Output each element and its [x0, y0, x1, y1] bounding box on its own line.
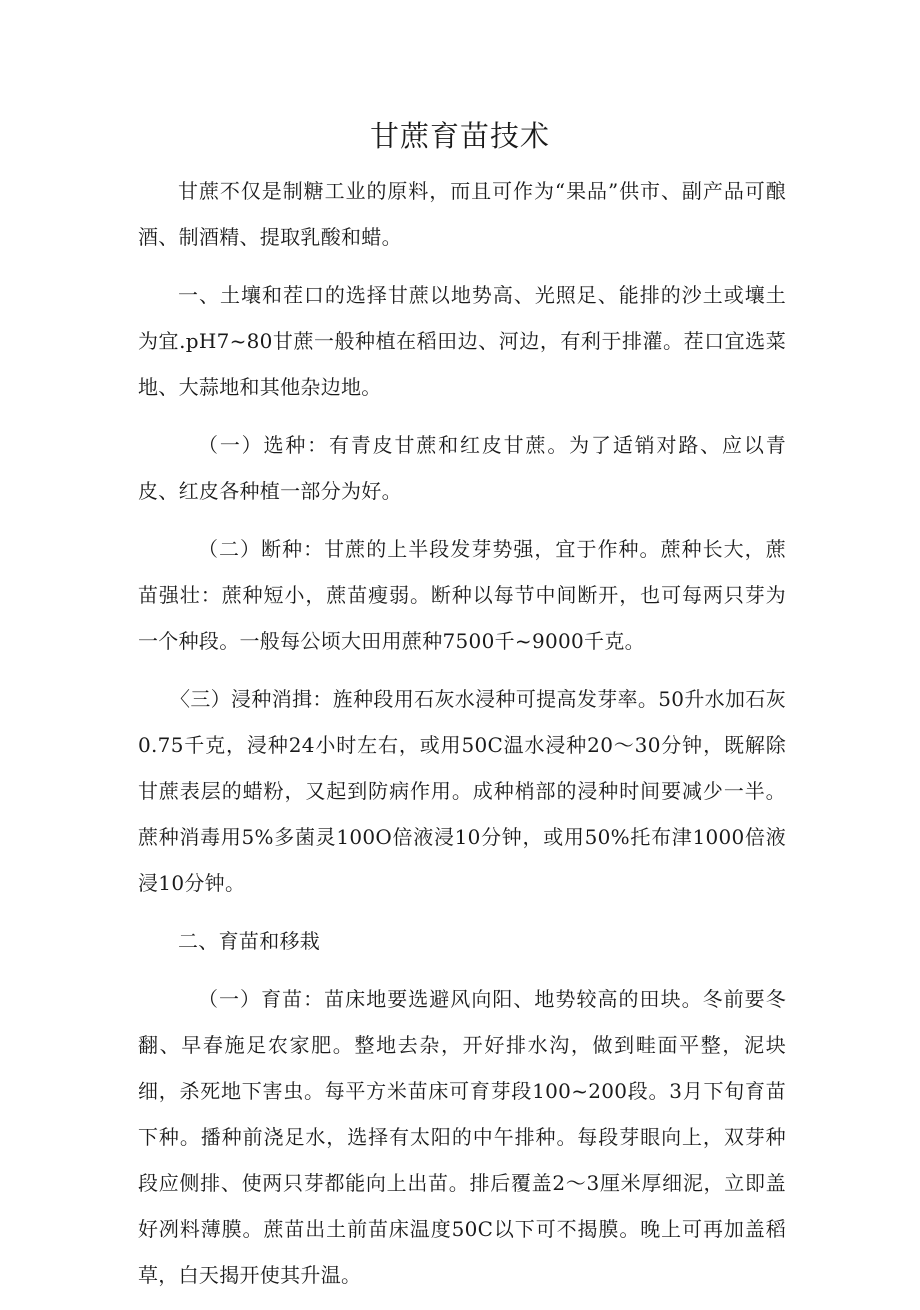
paragraph-seedling-raising: （一）育苗：苗床地要选避风向阳、地势较高的田块。冬前要冬翻、早春施足农家肥。整地去杂，开好排水沟，做到畦面平整，泥块细，杀死地下害虫。每平方米苗床可育芽段100~200段。3月下旬育苗下种。播种前浇足水，选择有太阳的中午排种。每段芽眼向上，双芽种段应侧排、使两只芽都能向上出苗。排后覆盖2～3厘米厚细泥，立即盖好冽料薄膜。蔗苗出土前苗床温度50C以下可不揭膜。晚上可再加盖稻草，白天揭开使其升温。: [138, 987, 786, 1287]
paragraph-seed-selection: （一）选种：有青皮甘蔗和红皮甘蔗。为了适销对路、应以青皮、红皮各种植一部分为好。: [138, 433, 786, 503]
section-heading-seedling: 二、育苗和移栽: [178, 929, 321, 953]
document-body: [138, 168, 786, 1310]
paragraph-seed-soaking: 〈三）浸种消揖：旌种段用石灰水浸种可提高发芽率。50升水加石灰0.75千克，浸种24小时左右，或用50C温水浸种20～30分钟，既解除甘蔗表层的蜡粉，又起到防病作用。成种梢部的浸种时间要减少一半。蔗种消毒用5%多菌灵100O倍液浸10分钟，或用50%托布津1000倍液浸10分钟。: [138, 687, 786, 895]
paragraph-seed-cutting: （二）断种：甘蔗的上半段发芽势强，宜于作种。蔗种长大，蔗苗强壮：蔗种短小，蔗苗瘦弱。断种以每节中间断开，也可每两只芽为一个种段。一般每公顷大田用蔗种7500千~9000千克。: [138, 537, 786, 653]
paragraph-intro: 甘蔗不仅是制糖工业的原料，而且可作为“果品”供市、副产品可酿酒、制酒精、提取乳酸和蜡。: [138, 179, 786, 249]
document-title: 甘蔗育苗技术: [369, 119, 550, 153]
paragraph-soil-selection: 一、土壤和茬口的选择甘蔗以地势高、光照足、能排的沙土或壤土为宜.pH7~80甘蔗一般种植在稻田边、河边，有利于排灌。茬口宜选菜地、大蒜地和其他杂边地。: [138, 283, 786, 399]
